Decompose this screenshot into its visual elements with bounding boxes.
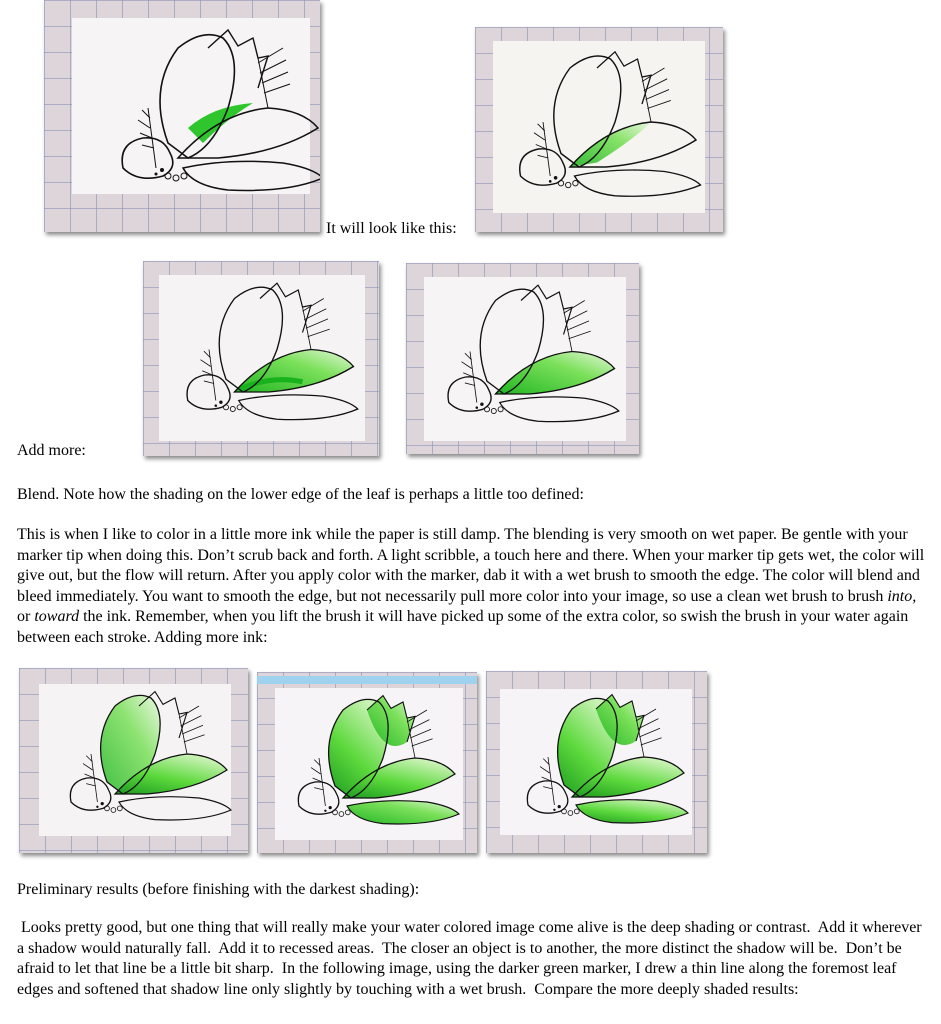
blend-note: Blend. Note how the shading on the lower edge of the leaf is perhaps a little too defined:	[17, 486, 584, 503]
step-photo-2	[475, 27, 723, 232]
paragraph-text-1: This is when I like to color in a little more ink while the paper is still damp. The blending is very smooth on wet paper. Be gentle with your marker tip when doing this. Don’t scrub back and forth. A light scribble, a touch here and there. When your marker tip gets wet, the color will give out, but the flow will return. After you apply color with the marker, dab it with a wet brush to smooth the edge. The color will blend and bleed immediately. You want to smooth the edge, but not necessarily pull more color into your image, so use a clean wet brush to brush	[17, 526, 925, 605]
preliminary-results: Preliminary results (before finishing with the darkest shading):	[17, 881, 420, 898]
paragraph-text-3: the ink. Remember, when you lift the brush it will have picked up some of the extra color, so swish the brush in your water again between each stroke. Adding more ink:	[17, 608, 909, 646]
paragraph-emphasis-into: into,	[887, 587, 917, 605]
paragraph-emphasis-toward: toward	[34, 608, 80, 625]
step-photo-7	[486, 671, 707, 853]
step-photo-1	[44, 0, 320, 232]
step-photo-3	[143, 261, 379, 456]
instruction-paragraph	[17, 525, 932, 648]
step-photo-4	[406, 263, 639, 454]
caption-add-more: Add more:	[17, 442, 86, 459]
step-photo-6	[257, 672, 477, 853]
paragraph-text-2: or	[17, 608, 35, 625]
shading-paragraph: Looks pretty good, but one thing that will really make your water colored image come alive is the deep shading or contrast. Add it wherever a shadow would naturally fall. Add it to recessed areas. The closer an object is to another, the more distinct the shadow will be. Don’t be afraid to let that line be a little bit sharp. In the following image, using the darker green marker, I drew a thin line along the foremost leaf edges and softened that shadow line only slightly by touching with a wet brush. Compare the more deeply shaded results:	[17, 919, 926, 998]
caption-look-like-this: It will look like this:	[326, 220, 457, 237]
step-photo-5	[19, 668, 248, 853]
